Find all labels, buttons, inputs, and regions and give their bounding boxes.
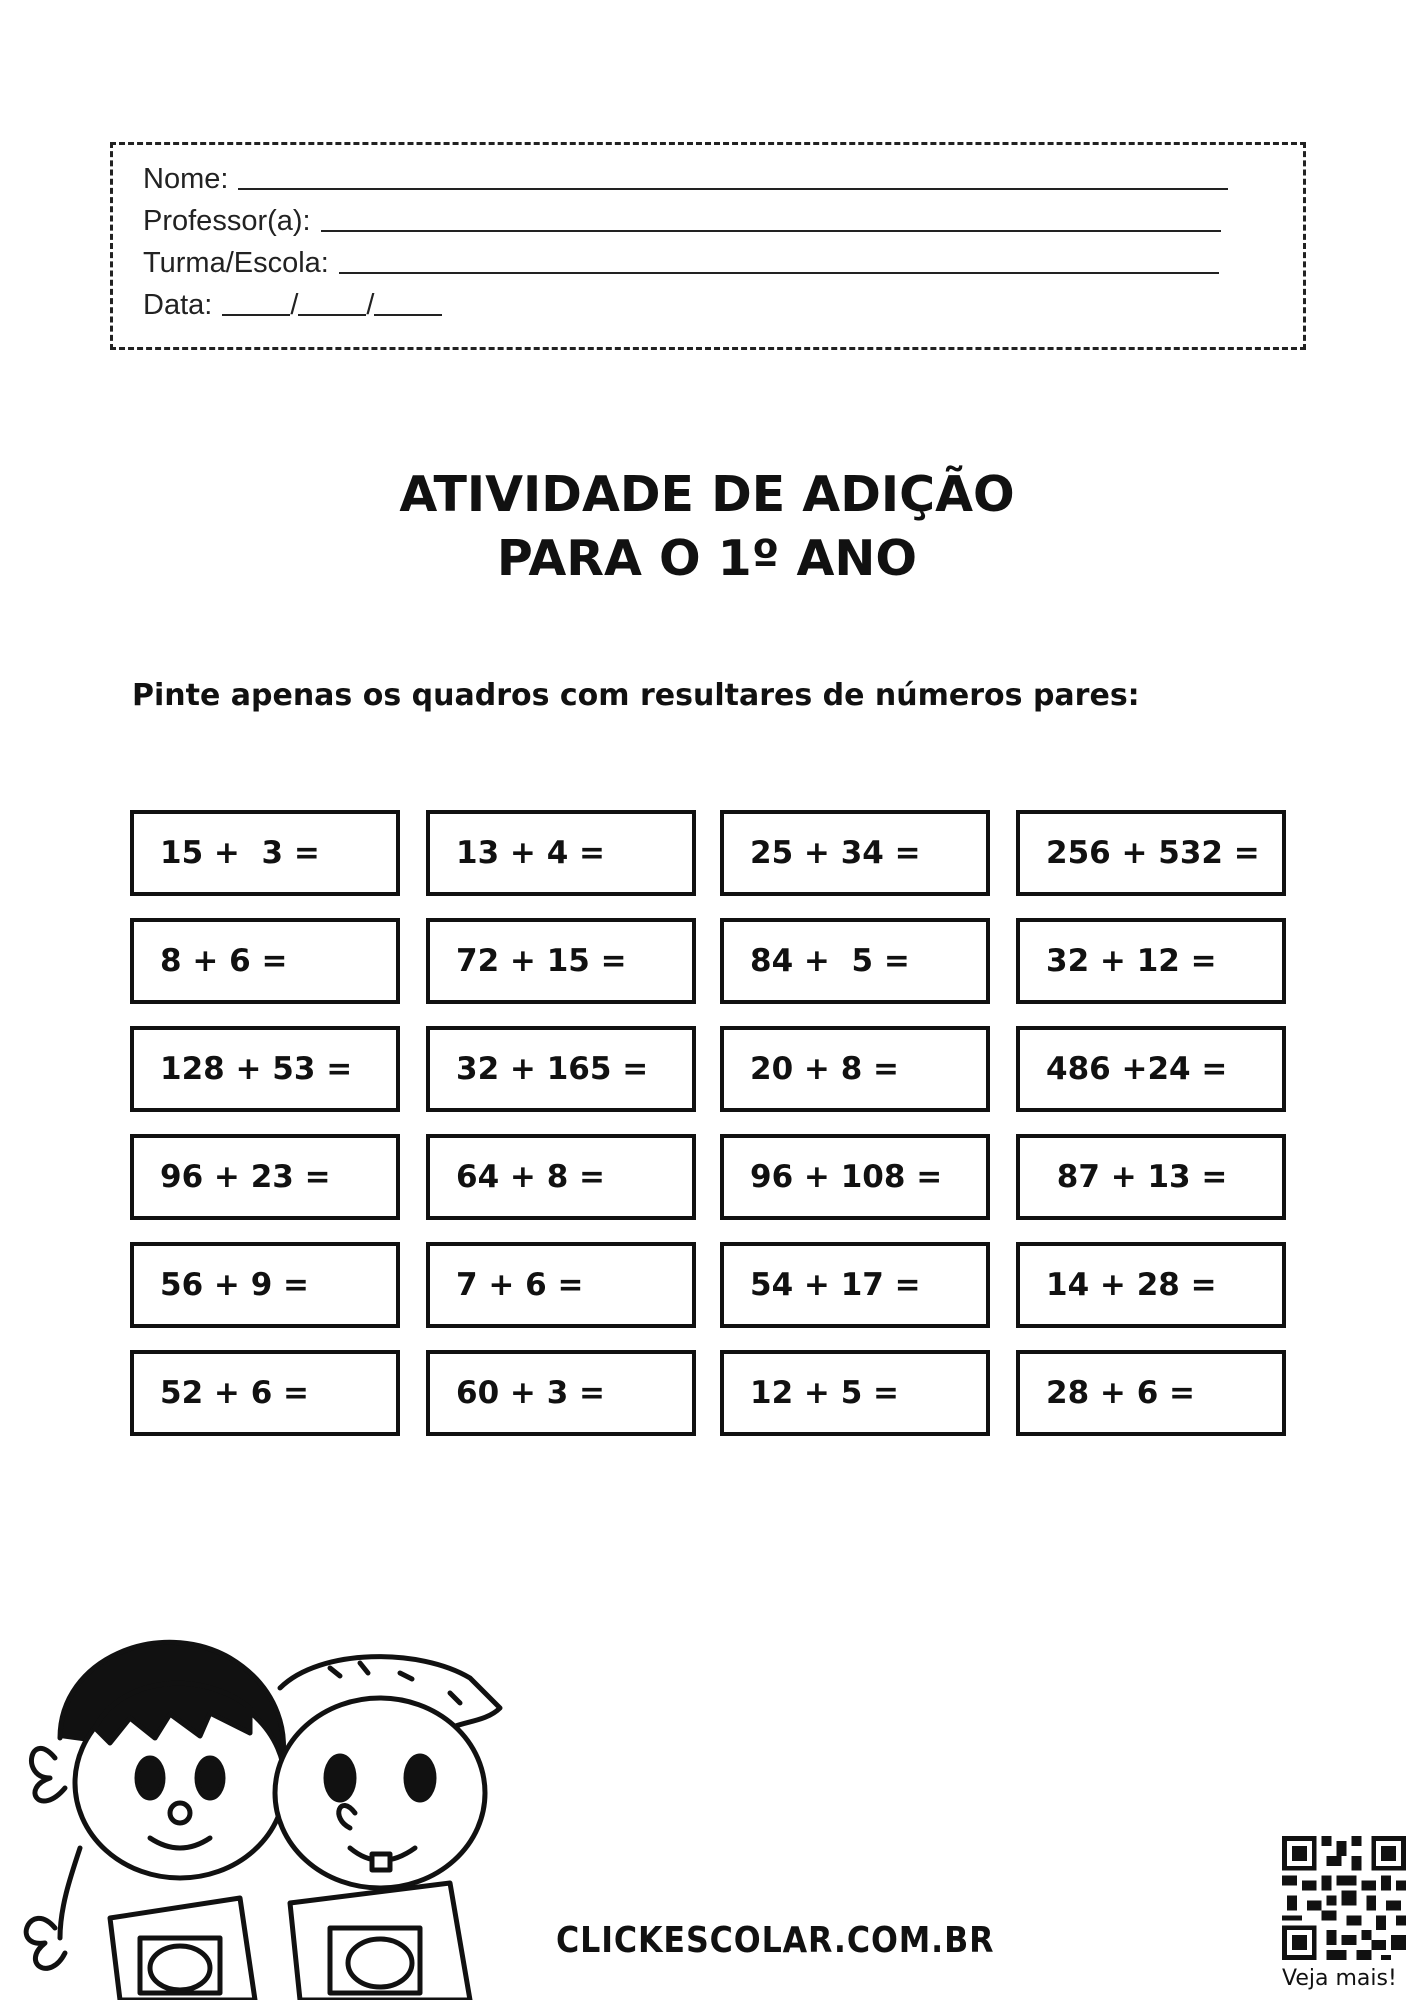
exercise-box[interactable]: 96 + 108 =	[720, 1134, 990, 1220]
exercise-box[interactable]: 15 + 3 =	[130, 810, 400, 896]
exercise-box[interactable]: 128 + 53 =	[130, 1026, 400, 1112]
exercise-box[interactable]: 12 + 5 =	[720, 1350, 990, 1436]
month-line	[298, 314, 366, 316]
page-title-line-1: ATIVIDADE DE ADIÇÃO	[399, 466, 1015, 523]
teacher-line	[321, 230, 1221, 232]
exercise-box[interactable]: 8 + 6 =	[130, 918, 400, 1004]
exercise-box[interactable]: 54 + 17 =	[720, 1242, 990, 1328]
exercise-box[interactable]: 52 + 6 =	[130, 1350, 400, 1436]
name-label: Nome:	[143, 163, 229, 195]
date-label: Data:	[143, 289, 213, 321]
qr-code-icon	[1282, 1836, 1406, 1960]
teacher-field	[143, 205, 1221, 238]
class-field	[143, 247, 1219, 280]
exercise-box[interactable]: 60 + 3 =	[426, 1350, 696, 1436]
class-label: Turma/Escola:	[143, 247, 329, 279]
cartoon-kids-reading-illustration	[0, 1618, 600, 2000]
exercise-box[interactable]: 32 + 165 =	[426, 1026, 696, 1112]
year-line	[374, 314, 442, 316]
exercise-box[interactable]: 28 + 6 =	[1016, 1350, 1286, 1436]
exercise-box[interactable]: 25 + 34 =	[720, 810, 990, 896]
class-line	[339, 272, 1219, 274]
exercise-box[interactable]: 84 + 5 =	[720, 918, 990, 1004]
day-line	[222, 314, 290, 316]
name-line	[238, 188, 1228, 190]
exercise-box[interactable]: 13 + 4 =	[426, 810, 696, 896]
exercise-box[interactable]: 32 + 12 =	[1016, 918, 1286, 1004]
exercise-box[interactable]: 56 + 9 =	[130, 1242, 400, 1328]
date-separator: /	[366, 289, 375, 321]
student-info-box	[110, 142, 1306, 350]
exercise-box[interactable]: 20 + 8 =	[720, 1026, 990, 1112]
site-brand: CLICKESCOLAR.COM.BR	[556, 1920, 995, 1961]
exercise-box[interactable]: 14 + 28 =	[1016, 1242, 1286, 1328]
date-separator: /	[290, 289, 299, 321]
date-blanks	[222, 289, 442, 322]
exercise-box[interactable]: 96 + 23 =	[130, 1134, 400, 1220]
exercise-box[interactable]: 7 + 6 =	[426, 1242, 696, 1328]
exercise-box[interactable]: 486 +24 =	[1016, 1026, 1286, 1112]
qr-caption: Veja mais!	[1282, 1966, 1397, 1991]
teacher-label: Professor(a):	[143, 205, 311, 237]
name-field	[143, 163, 1228, 196]
exercise-box[interactable]: 64 + 8 =	[426, 1134, 696, 1220]
page-title-line-2: PARA O 1º ANO	[496, 530, 918, 587]
exercise-box[interactable]: 256 + 532 =	[1016, 810, 1286, 896]
instruction-text: Pinte apenas os quadros com resultares de números pares:	[132, 678, 1140, 713]
exercise-box[interactable]: 87 + 13 =	[1016, 1134, 1286, 1220]
date-field	[143, 289, 442, 322]
exercise-box[interactable]: 72 + 15 =	[426, 918, 696, 1004]
